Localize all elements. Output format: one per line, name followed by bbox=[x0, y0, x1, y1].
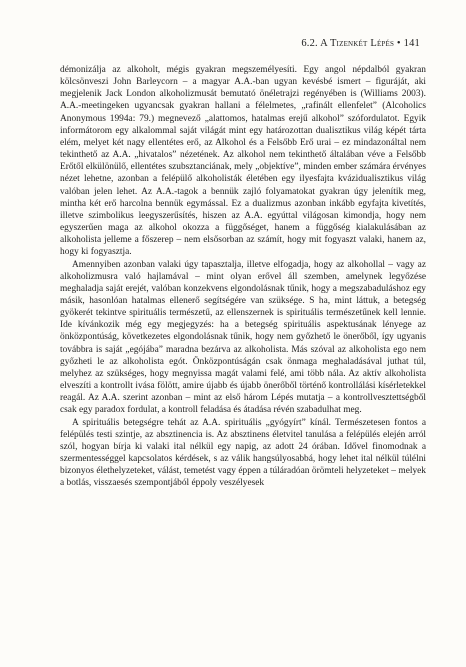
paragraph-2: Amennyiben azonban valaki úgy tapasztalja, illetve elfogadja, hogy az alkohollal – vagy az alkoholizmusra való hajlamával – mint olyan erővel áll szemben, amelynek legyőzése meghaladja saját erejét, valóban konzekvens elgondolásnak tűnik, hogy a megszabaduláshoz egy másik, hasonlóan hatalmas ellenerő segítségére van szüksége. S ha, mint láttuk, a betegség gyökerét tekintve spirituális természetű, az ellenszernek is spirituális természetűnek kell lennie. Ide kívánkozik még egy megjegyzés: ha a betegség spirituális aspektusának lényege az önközpontúság, következetes elgondolásnak tűnik, hogy nem győzhető le önerőből, így ugyanis továbbra is saját „egójába” maradna bezárva az alkoholista. Más szóval az alkoholista ego nem győzheti le az alkoholista egót. Önközpontúságán csak önmaga meghaladásával juthat túl, melyhez az szükséges, hogy megnyissa magát valami felé, ami több nála. Az aktív alkoholista elveszíti a kontrollt ivása fölött, amire újabb és újabb önerőből történő kontrollálási kísérletekkel reagál. Az A.A. szerint azonban – mint az első három Lépés mutatja – a kontrollvesztettségből csak egy paradox fordulat, a kontroll feladása és átadása révén szabadulhat meg. bbox=[60, 259, 426, 416]
body-text bbox=[60, 64, 426, 489]
running-head-section: 6.2. A Tizenkét Lépés bbox=[301, 38, 395, 49]
paragraph-3: A spirituális betegségre tehát az A.A. spirituális „gyógyírt” kínál. Természetesen fontos a felépülés testi szintje, az absztinencia is. Az absztinens életvitel tanulása a felépülés elején arról szól, hogyan bírja ki valaki ital nélkül egy napig, az adott 24 órában. Idővel finomodnak a szermentességgel kapcsolatos kérdések, s az válik hangsúlyosabbá, hogy lehet ital nélkül túlélni bizonyos élethelyzeteket, válást, temetést vagy éppen a túláradóan örömteli helyzeteket – melyek a botlás, visszaesés szempontjából éppoly veszélyesek bbox=[60, 417, 426, 489]
paragraph-1: démonizálja az alkoholt, mégis gyakran megszemélyesíti. Egy angol népdalból gyakran kölcsönveszi John Barleycorn – a magyar A.A.-ban ugyan kevésbé ismert – figuráját, aki megjelenik Jack London alkoholizmusát bemutató önéletrajzi regényében is (Williams 2003). A.A.-meetingeken ugyancsak gyakran hallani a félelmetes, „rafinált ellenfelet” (Alcoholics Anonymous 1994a: 79.) megnevező „alattomos, hatalmas erejű alkohol” szófordulatot. Egyik informátorom egy alkalommal saját világát mint egy határozottan dualisztikus világ képét tárta elém, melyet két nagy ellentétes erő, az Alkohol és a Felsőbb Erő urai – ez mindazonáltal nem tekinthető az A.A. „hivatalos” nézetének. Az alkohol nem tekinthető általában véve a Felsőbb Erőtől elkülönülő, ellentétes szubsztanciának, mely „objektíve”, minden ember számára érvényes nézet lehetne, azonban a felépülő alkoholisták életében egy ilyesfajta kvázidualisztikus világ valóban jelen lehet. Az A.A.-tagok a bennük zajló folyamatokat gyakran úgy jelenítik meg, mintha két erő harcolna bennük egymással. Ez a dualizmus azonban inkább egyfajta kivetítés, illetve szimbolikus leegyszerűsítés, hiszen az A.A. egyúttal világosan kimondja, hogy nem egyszerűen maga az alkohol okozza a függőséget, hanem a függőség kialakulásában az alkoholista jelleme a főszerep – nem elsősorban az számít, hogy mit fogyaszt valaki, hanem az, hogy ki fogyasztja. bbox=[60, 65, 426, 258]
running-head-separator: • bbox=[396, 38, 401, 49]
running-head bbox=[301, 38, 420, 49]
page-number: 141 bbox=[403, 38, 420, 49]
